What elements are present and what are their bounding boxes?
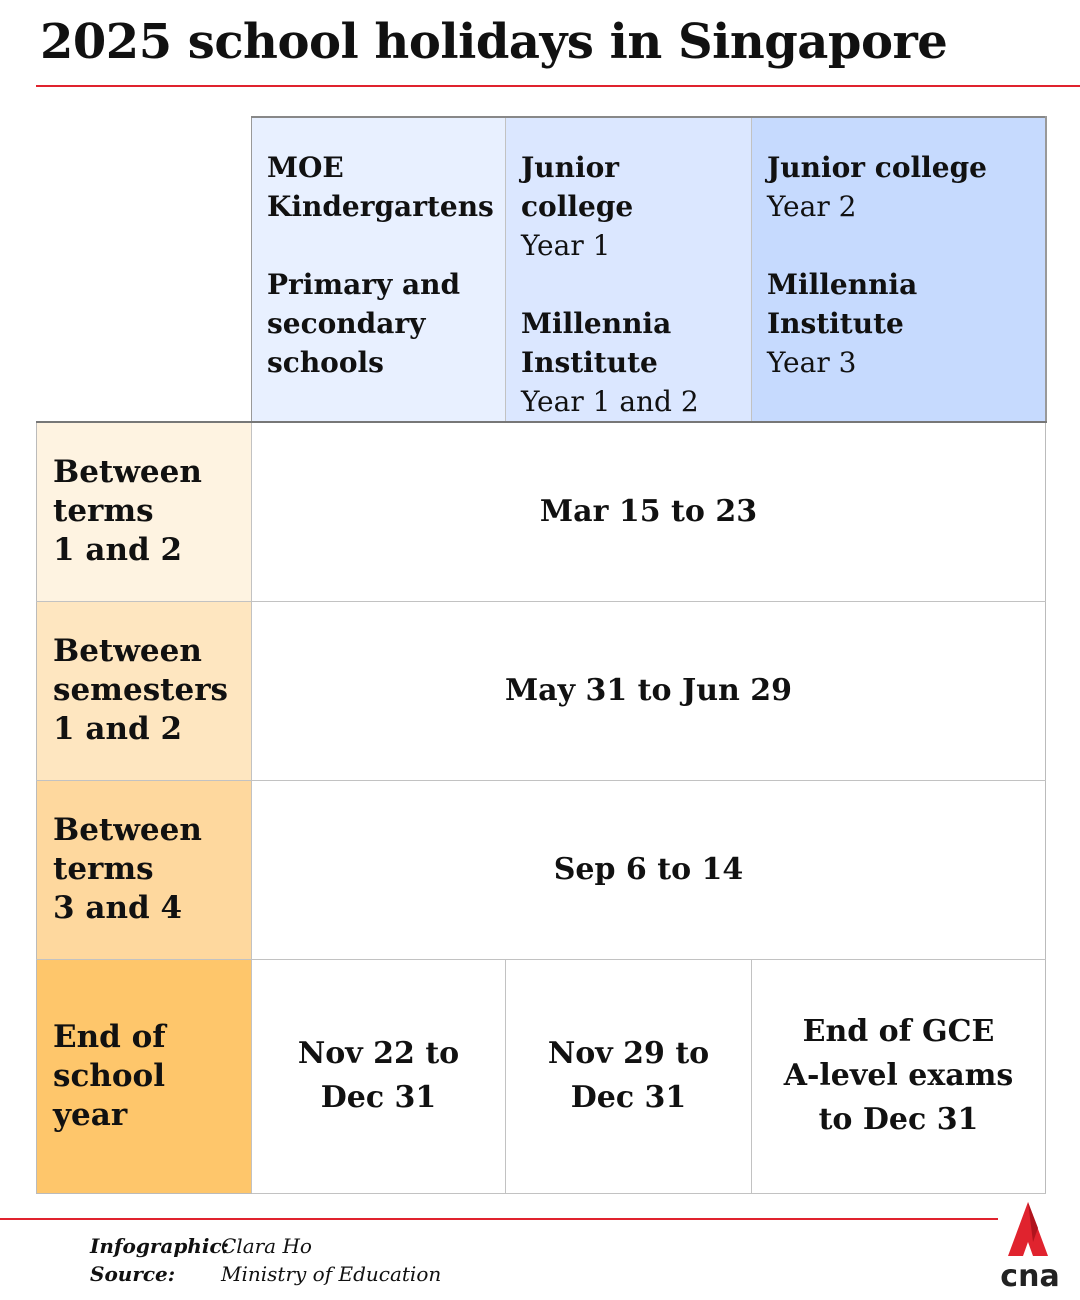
table-row	[37, 422, 1046, 601]
credits	[90, 1232, 441, 1288]
column-header	[752, 117, 1046, 422]
row-label-line: Between	[53, 633, 202, 669]
holiday-dates-line: Dec 31	[320, 1080, 437, 1115]
table-row	[37, 780, 1046, 959]
logo-text: cna	[1000, 1259, 1060, 1290]
row-label-line: Between	[53, 812, 202, 848]
column-header	[252, 117, 506, 422]
credit-infographic	[90, 1232, 441, 1260]
holiday-dates	[752, 959, 1046, 1193]
credit-value: Clara Ho	[221, 1234, 312, 1258]
row-label-line: Between	[53, 454, 202, 491]
holiday-dates-line: Dec 31	[570, 1080, 687, 1115]
column-header-line: Institute	[767, 307, 904, 340]
row-label-line: terms	[53, 493, 154, 530]
cna-logo-icon	[996, 1198, 1066, 1290]
credit-value: Ministry of Education	[221, 1262, 442, 1286]
column-header-line: Junior college	[521, 151, 634, 223]
column-header-subline: Year 3	[767, 346, 857, 379]
credit-label: Infographic:	[90, 1234, 230, 1258]
footer-divider	[0, 1218, 998, 1220]
header-corner	[37, 117, 252, 422]
table-row	[37, 959, 1046, 1193]
column-header-line: Millennia	[767, 268, 918, 301]
column-header-line: schools	[267, 346, 384, 379]
holiday-dates	[506, 959, 752, 1193]
row-label	[37, 959, 252, 1193]
column-header-line: Institute	[521, 346, 658, 379]
row-label-line: 1 and 2	[53, 532, 183, 569]
title-divider	[36, 85, 1080, 87]
column-header-line: Millennia	[521, 307, 672, 340]
row-label	[37, 422, 252, 601]
table-row	[37, 601, 1046, 780]
header-row	[37, 117, 1046, 422]
holiday-dates-line: End of GCE	[802, 1014, 995, 1049]
column-header-line: Kindergartens	[267, 190, 494, 223]
row-label-line: 3 and 4	[53, 890, 183, 926]
column-header-subline: Year 2	[767, 190, 857, 223]
holiday-dates-line: to Dec 31	[818, 1102, 979, 1137]
row-label-line: End of	[53, 1018, 166, 1055]
holiday-dates: May 31 to Jun 29	[252, 601, 1046, 780]
column-header	[506, 117, 752, 422]
column-header-line: secondary	[267, 307, 426, 340]
column-header-line: Primary and	[267, 268, 461, 301]
row-label-line: year	[53, 1096, 128, 1133]
holiday-table	[36, 116, 1047, 1194]
holiday-dates-line: Nov 29 to	[547, 1036, 710, 1071]
holiday-dates-line: Nov 22 to	[297, 1036, 460, 1071]
row-label	[37, 601, 252, 780]
column-header-subline: Year 1 and 2	[521, 385, 699, 418]
row-label	[37, 780, 252, 959]
row-label-line: terms	[53, 851, 154, 887]
holiday-dates: Mar 15 to 23	[252, 422, 1046, 601]
holiday-dates-line: A-level exams	[783, 1058, 1014, 1093]
page-title: 2025 school holidays in Singapore	[40, 14, 948, 70]
credit-source	[90, 1260, 441, 1288]
holiday-dates	[252, 959, 506, 1193]
column-header-subline: Year 1	[521, 229, 611, 262]
row-label-line: semesters	[53, 672, 228, 708]
column-header-line: Junior college	[767, 151, 987, 184]
holiday-dates: Sep 6 to 14	[252, 780, 1046, 959]
row-label-line: 1 and 2	[53, 711, 183, 747]
column-header-line: MOE	[267, 151, 344, 184]
credit-label: Source:	[90, 1262, 176, 1286]
row-label-line: school	[53, 1057, 165, 1094]
